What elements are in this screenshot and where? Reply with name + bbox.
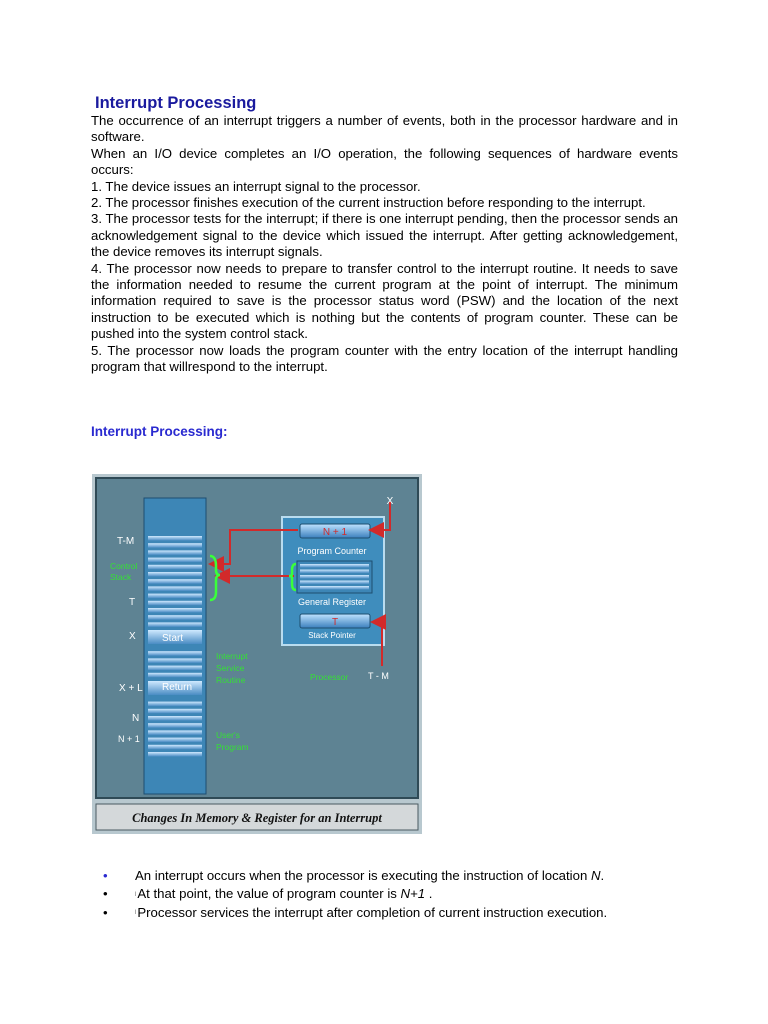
bullet-dot: • xyxy=(103,904,108,920)
bullet-em: N xyxy=(590,868,601,883)
label-stack: Stack xyxy=(110,572,132,582)
pc-value: N + 1 xyxy=(322,527,348,538)
bullet-dot: • xyxy=(103,868,108,883)
memory-slot xyxy=(148,550,202,555)
memory-slot xyxy=(148,745,202,750)
label-x: X xyxy=(129,631,136,642)
diagram-svg xyxy=(92,474,422,834)
label-isr-1: Interrupt xyxy=(216,651,248,661)
bullet-text: At that point, the value of program counter is xyxy=(137,886,401,901)
register-slot xyxy=(300,564,369,568)
memory-slot xyxy=(148,608,202,613)
bullet-dot: • xyxy=(103,886,108,901)
label-x-top: X xyxy=(386,496,394,507)
memory-slot xyxy=(148,586,202,591)
bullet-em: N+1 xyxy=(400,886,426,901)
paragraph: 2. The processor finishes execution of the current instruction before responding to the interrupt. xyxy=(91,195,646,211)
paragraph: When an I/O device completes an I/O operation, the following sequences of hardware events occurs: xyxy=(91,145,678,178)
figure-caption: Changes In Memory & Register for an Interrupt xyxy=(132,811,382,825)
memory-slot xyxy=(148,716,202,721)
sp-value: T xyxy=(331,617,339,628)
register-slot xyxy=(300,586,369,590)
page-title: Interrupt Processing xyxy=(95,94,257,112)
section-subheading: Interrupt Processing: xyxy=(91,424,228,439)
register-slot xyxy=(300,570,369,574)
list-item xyxy=(103,904,703,923)
sp-label: Stack Pointer xyxy=(308,631,356,640)
memory-slot xyxy=(148,622,202,627)
bullet-tail: . xyxy=(600,868,605,883)
list-item xyxy=(103,867,703,885)
label-control: Control xyxy=(110,561,138,571)
memory-slot xyxy=(148,594,202,599)
paragraph: 4. The processor now needs to prepare to transfer control to the interrupt routine. It needs to save the information needed to resume the current program at the point of interrupt. The minimum information required to save is the processor status word (PSW) and the location of the next instruction to be executed which is nothing but the contents of program counter. These can be pushed into the system control stack. xyxy=(91,260,678,342)
memory-slot xyxy=(148,579,202,584)
memory-slot xyxy=(148,723,202,728)
register-slot xyxy=(300,581,369,585)
body-text xyxy=(91,113,678,376)
bullet-list xyxy=(103,867,703,922)
label-start: Start xyxy=(162,633,184,644)
memory-slot xyxy=(148,601,202,606)
gr-label: General Register xyxy=(297,597,367,607)
memory-slot xyxy=(148,615,202,620)
list-item xyxy=(103,885,703,904)
memory-slot xyxy=(148,666,202,671)
bullet-tick: l xyxy=(135,910,137,917)
label-return: Return xyxy=(162,682,193,693)
memory-slot xyxy=(148,558,202,563)
paragraph: 5. The processor now loads the program counter with the entry location of the interrupt handling program that willrespond to the interrupt. xyxy=(91,342,678,375)
memory-slot xyxy=(148,565,202,570)
memory-slot xyxy=(148,658,202,663)
label-n: N xyxy=(132,713,140,724)
memory-column xyxy=(144,498,206,794)
label-processor: Processor xyxy=(310,672,349,682)
memory-slot xyxy=(148,702,202,707)
label-n-1: N + 1 xyxy=(118,734,140,744)
label-x-l: X + L xyxy=(119,683,143,694)
label-isr-2: Service xyxy=(216,663,245,673)
bullet-text: An interrupt occurs when the processor is executing the instruction of location xyxy=(135,868,591,883)
memory-slot xyxy=(148,572,202,577)
register-slot xyxy=(300,575,369,579)
label-t-m: T-M xyxy=(117,536,135,547)
memory-slot xyxy=(148,752,202,757)
memory-slot xyxy=(148,730,202,735)
memory-slot xyxy=(148,738,202,743)
paragraph: 3. The processor tests for the interrupt; if there is one interrupt pending, then the processor sends an acknowledgement signal to the device which issued the interrupt. After getting acknowledgement, the device removes its interrupt signals. xyxy=(91,211,678,260)
bullet-tick: l xyxy=(135,891,137,898)
interrupt-diagram xyxy=(92,474,422,834)
memory-slot xyxy=(148,543,202,548)
label-users: User's xyxy=(216,730,240,740)
label-t: T xyxy=(129,597,136,608)
paragraph: The occurrence of an interrupt triggers a number of events, both in the processor hardware and in software. xyxy=(91,113,678,145)
label-program: Program xyxy=(216,742,249,752)
label-isr-3: Routine xyxy=(216,675,246,685)
memory-slot xyxy=(148,709,202,714)
bullet-tail: . xyxy=(425,886,433,901)
memory-slot xyxy=(148,673,202,678)
label-t-minus-m: T - M xyxy=(368,671,389,681)
pc-label: Program Counter xyxy=(297,546,367,556)
paragraph: 1. The device issues an interrupt signal to the processor. xyxy=(91,178,421,194)
memory-slot xyxy=(148,651,202,656)
memory-slot xyxy=(148,536,202,541)
bullet-text: Processor services the interrupt after completion of current instruction execution. xyxy=(137,904,608,920)
